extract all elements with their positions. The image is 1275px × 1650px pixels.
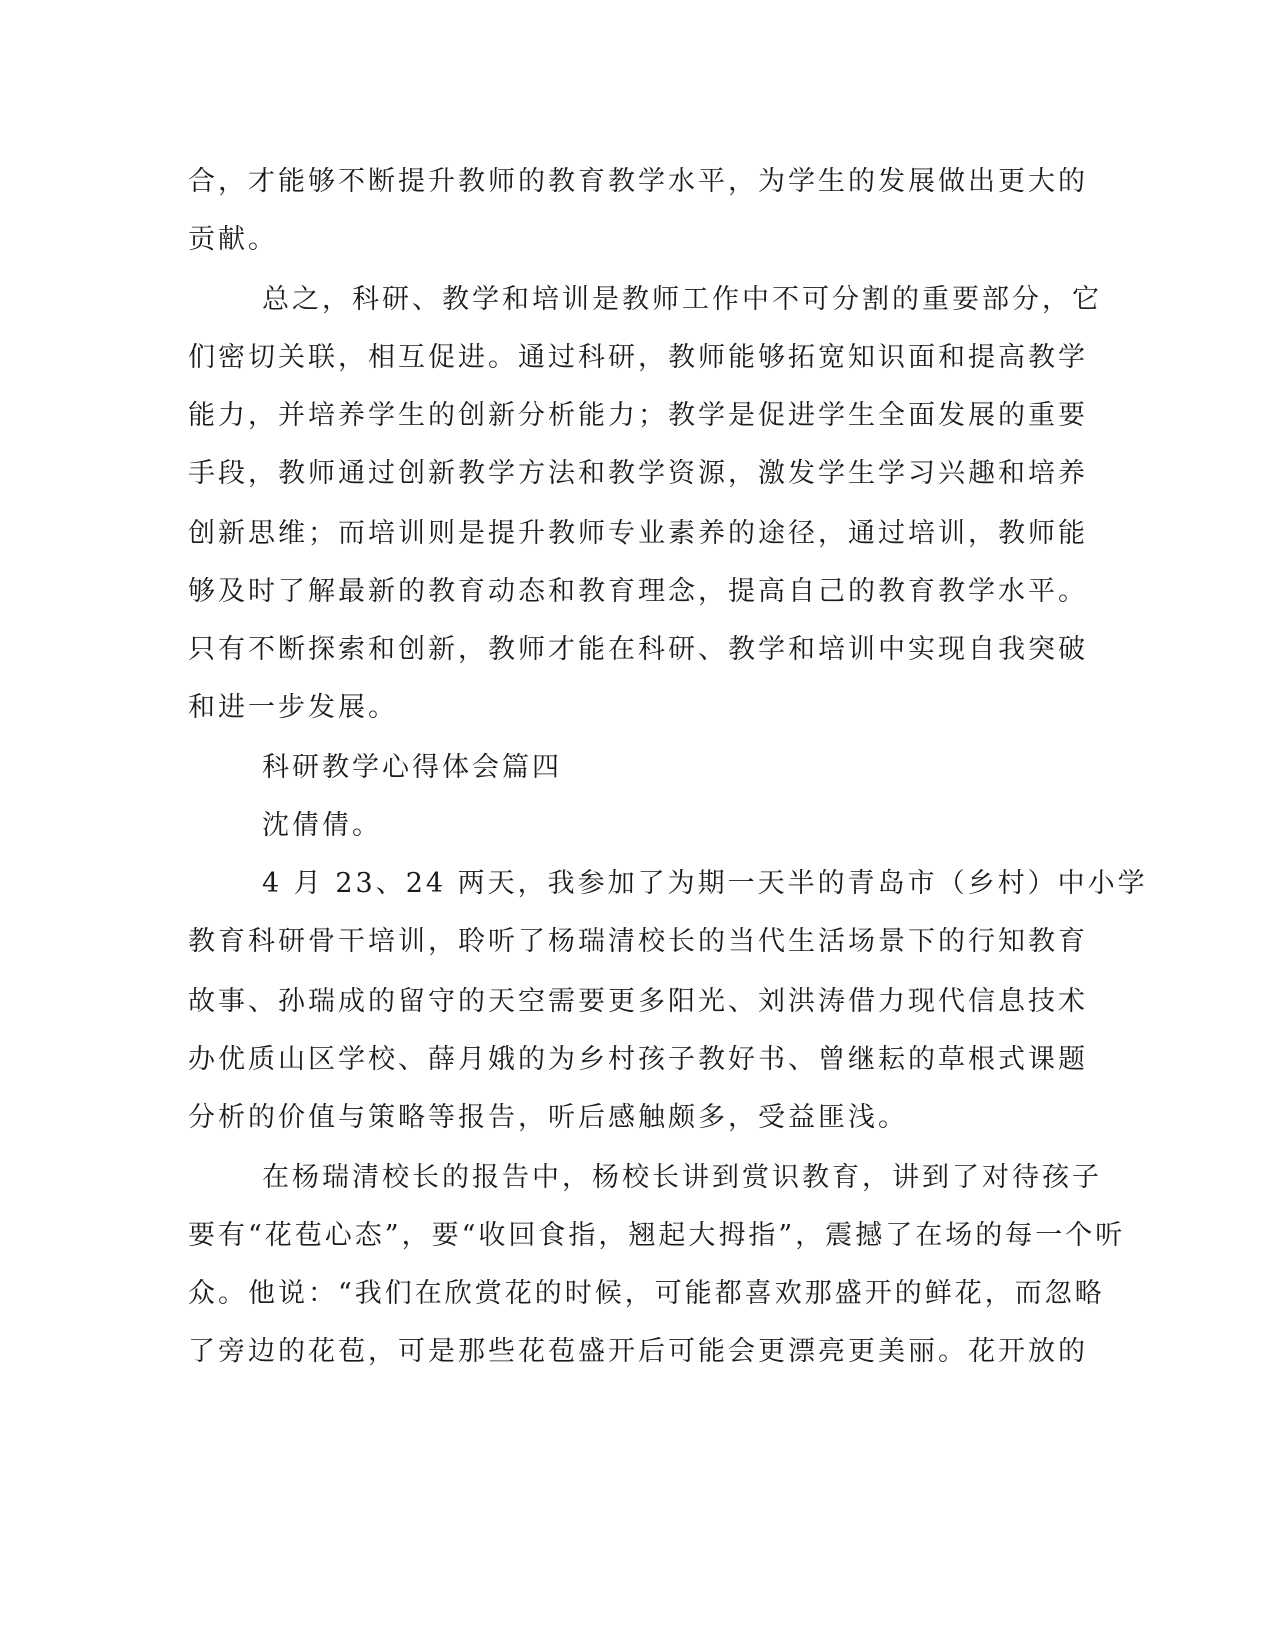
text-line: 教育科研骨干培训，聆听了杨瑞清校长的当代生活场景下的行知教育	[188, 926, 1088, 957]
text-line: 众。他说：“我们在欣赏花的时候，可能都喜欢那盛开的鲜花，而忽略	[188, 1278, 1105, 1309]
text-line: 够及时了解最新的教育动态和教育理念，提高自己的教育教学水平。	[188, 576, 1088, 607]
text-line: 了旁边的花苞，可是那些花苞盛开后可能会更漂亮更美丽。花开放的	[188, 1336, 1088, 1367]
text-line: 和进一步发展。	[188, 692, 398, 723]
text-line: 们密切关联，相互促进。通过科研，教师能够拓宽知识面和提高教学	[188, 342, 1088, 373]
text-line: 只有不断探索和创新，教师才能在科研、教学和培训中实现自我突破	[188, 634, 1088, 665]
text-line: 手段，教师通过创新教学方法和教学资源，激发学生学习兴趣和培养	[188, 458, 1088, 489]
text-line: 合，才能够不断提升教师的教育教学水平，为学生的发展做出更大的	[188, 166, 1088, 197]
text-line: 办优质山区学校、薛月娥的为乡村孩子教好书、曾继耘的草根式课题	[188, 1044, 1088, 1075]
text-line: 分析的价值与策略等报告，听后感触颇多，受益匪浅。	[188, 1102, 908, 1133]
text-line: 总之，科研、教学和培训是教师工作中不可分割的重要部分，它	[262, 284, 1102, 315]
text-line: 贡献。	[188, 224, 278, 255]
text-line: 要有“花苞心态”，要“收回食指，翘起大拇指”，震撼了在场的每一个听	[188, 1220, 1126, 1251]
section-heading: 科研教学心得体会篇四	[262, 752, 562, 783]
text-line: 4 月 23、24 两天，我参加了为期一天半的青岛市（乡村）中小学	[262, 868, 1148, 899]
text-line: 在杨瑞清校长的报告中，杨校长讲到赏识教育，讲到了对待孩子	[262, 1162, 1102, 1193]
text-line: 能力，并培养学生的创新分析能力；教学是促进学生全面发展的重要	[188, 400, 1088, 431]
text-line: 故事、孙瑞成的留守的天空需要更多阳光、刘洪涛借力现代信息技术	[188, 986, 1088, 1017]
author-name: 沈倩倩。	[262, 810, 382, 841]
text-line: 创新思维；而培训则是提升教师专业素养的途径，通过培训，教师能	[188, 518, 1088, 549]
